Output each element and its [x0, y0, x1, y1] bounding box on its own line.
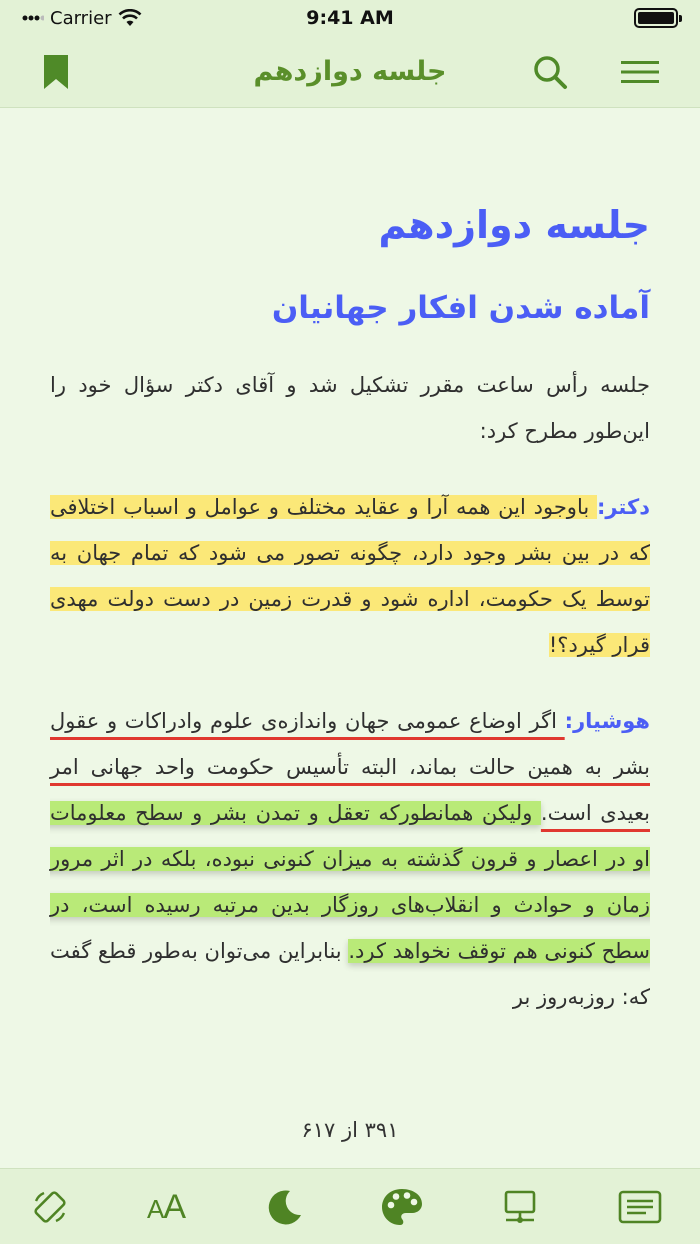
font-large-label: A — [163, 1187, 186, 1226]
rotate-icon[interactable] — [26, 1183, 74, 1231]
status-left — [22, 8, 222, 29]
chapter-subheading: آماده شدن افکار جهانیان — [271, 290, 650, 326]
signal-icon — [22, 11, 44, 25]
status-time: 9:41 AM — [306, 7, 394, 29]
tab-bar — [0, 1168, 700, 1244]
battery-icon — [634, 8, 678, 28]
wifi-icon — [118, 9, 142, 27]
status-right — [478, 8, 678, 28]
status-bar — [0, 0, 700, 36]
palette-icon[interactable] — [378, 1183, 426, 1231]
carrier-label: Carrier — [50, 7, 112, 29]
yellow-highlight[interactable]: باوجود این همه آرا و عقاید مختلف و عوامل و اسباب اختلافی که در بین بشر وجود دارد، چگونه تصور می شود که تمام جهان به توسط یک حکومت، اداره شود و قدرت زمین در دست دولت مهدی قرار گیرد؟! — [50, 495, 650, 657]
page-title: جلسه دوازدهم — [253, 56, 447, 87]
reader-content — [0, 108, 700, 1168]
green-highlight[interactable]: ولیکن همانطورکه تعقل و تمدن بشر و سطح معلومات او در اعصار و قرون گذشته به میزان کنونی نبوده، بلکه در اثر مرور زمان و حوادث و انقلاب‌های روزگار بدین مرتبه رسیده است، در سطح کنونی هم توقف نخواهد کرد. — [50, 801, 650, 963]
font-size-icon[interactable] — [142, 1183, 190, 1231]
question-speaker: دکتر: — [596, 495, 650, 519]
intro-paragraph: جلسه رأس ساعت مقرر تشکیل شد و آقای دکتر سؤال خود را این‌طور مطرح کرد: — [50, 373, 650, 443]
red-underline[interactable]: اگر اوضاع عمومی جهان واندازه‌ی علوم وادراکات و عقول بشر به همین حالت بماند، البته تأسیس حکومت واحد جهانی امر بعیدی است. — [50, 709, 650, 825]
night-mode-icon[interactable] — [260, 1183, 308, 1231]
search-icon[interactable] — [528, 50, 572, 94]
page-indicator: ۳۹۱ از ۶۱۷ — [301, 1118, 399, 1142]
menu-icon[interactable] — [618, 50, 662, 94]
question-paragraph — [50, 484, 650, 668]
chapter-heading: جلسه دوازدهم — [378, 203, 650, 247]
computer-icon[interactable] — [496, 1183, 544, 1231]
nav-bar — [0, 36, 700, 108]
answer-rest: بنابراین می‌توان به‌طور قطع گفت که: روزبه‌روز بر — [50, 939, 650, 1009]
answer-paragraph — [50, 698, 650, 1020]
notes-icon[interactable] — [616, 1183, 664, 1231]
answer-speaker: هوشیار: — [564, 709, 650, 733]
font-small-label: A — [146, 1193, 164, 1224]
